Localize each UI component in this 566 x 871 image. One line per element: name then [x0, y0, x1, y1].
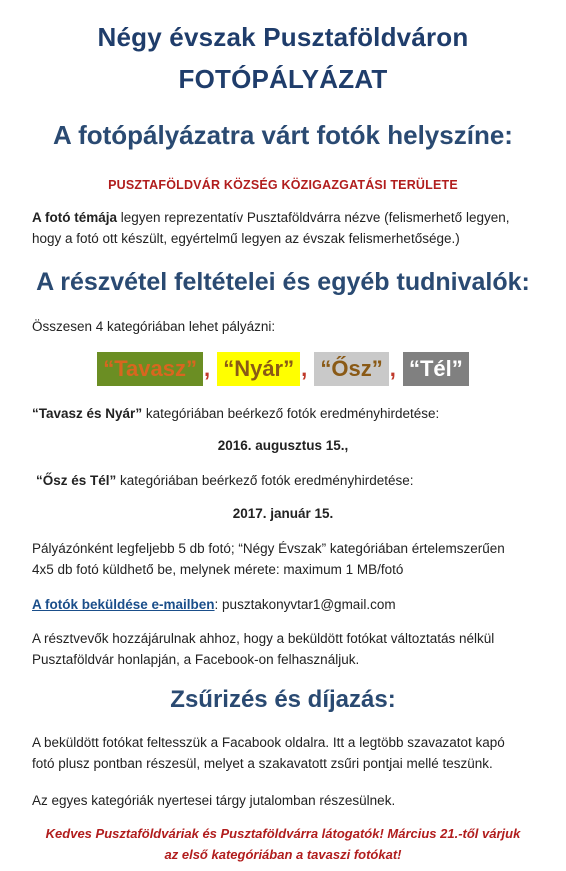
closing-message: [0, 823, 566, 865]
spring-summer-text: kategóriában beérkező fotók eredményhirdetése:: [142, 406, 440, 421]
limit-line-1: Pályázónként legfeljebb 5 db fotó; “Négy Évszak” kategóriában értelemszerűen: [32, 541, 505, 556]
closing-line-2: az első kategóriában a tavaszi fotókat!: [164, 847, 402, 862]
email-link[interactable]: A fotók beküldése e-mailben: [32, 597, 215, 612]
category-separator: ,: [389, 356, 396, 381]
location-area: PUSZTAFÖLDVÁR KÖZSÉG KÖZIGAZGATÁSI TERÜLETE: [108, 178, 458, 192]
limit-line-2: 4x5 db fotó küldhető be, melynek mérete: maximum 1 MB/fotó: [32, 562, 404, 577]
autumn-winter-date: [0, 503, 566, 524]
closing-line-1: Kedves Pusztaföldváriak és Pusztaföldvárra látogatók! Március 21.-től várjuk: [45, 826, 521, 841]
autumn-winter-text: kategóriában beérkező fotók eredményhirdetése:: [116, 473, 414, 488]
theme-line-1: legyen reprezentatív Pusztaföldvárra nézve (felismerhető legyen,: [117, 210, 510, 225]
categories-intro: Összesen 4 kategóriában lehet pályázni:: [32, 319, 276, 334]
theme-line-2: hogy a fotó ott készült, egyértelmű legyen az évszak felismerhetősége.): [32, 231, 460, 246]
title-line-2: FOTÓPÁLYÁZAT: [178, 64, 388, 94]
consent-paragraph: [32, 628, 494, 670]
spring-summer-announcement: [32, 403, 439, 424]
autumn-winter-date-text: 2017. január 15.: [232, 506, 334, 521]
limit-paragraph: [32, 538, 505, 580]
autumn-winter-bold: “Ősz és Tél”: [36, 473, 117, 488]
judging-line-2: fotó plusz pontban részesül, melyet a szakavatott zsűri pontjai mellé teszünk.: [32, 756, 493, 771]
category-autumn: “Ősz”: [314, 352, 388, 386]
prizes-text: Az egyes kategóriák nyertesei tárgy jutalomban részesülnek.: [32, 793, 396, 808]
location-heading: A fotópályázatra várt fotók helyszíne:: [53, 120, 513, 150]
theme-paragraph: [32, 207, 552, 249]
judging-line-1: A beküldött fotókat feltesszük a Facabook oldalra. Itt a legtöbb szavazatot kapó: [32, 735, 505, 750]
consent-line-1: A résztvevők hozzájárulnak ahhoz, hogy a beküldött fotókat változtatás nélkül: [32, 631, 495, 646]
judging-heading: Zsűrizés és díjazás:: [170, 686, 396, 713]
judging-paragraph: [32, 732, 505, 774]
title-line-1: Négy évszak Pusztaföldváron: [97, 22, 469, 52]
category-separator: ,: [203, 356, 211, 381]
category-separator: ,: [301, 356, 308, 381]
spring-summer-date-text: 2016. augusztus 15.,: [217, 438, 349, 453]
theme-bold: A fotó témája: [32, 210, 118, 225]
spring-summer-bold: “Tavasz és Nyár”: [32, 406, 143, 421]
categories-row: [0, 352, 566, 386]
consent-line-2: Pusztaföldvár honlapján, a Facebook-on felhasználjuk.: [32, 652, 360, 667]
category-winter: “Tél”: [403, 352, 469, 386]
category-spring: “Tavasz”: [97, 352, 203, 386]
category-summer: “Nyár”: [217, 352, 300, 386]
email-address: : pusztakonyvtar1@gmail.com: [214, 597, 396, 612]
email-row: [32, 594, 396, 615]
autumn-winter-announcement: [36, 470, 413, 491]
spring-summer-date: [0, 435, 566, 456]
conditions-heading: A részvétel feltételei és egyéb tudnivalók:: [36, 268, 530, 296]
